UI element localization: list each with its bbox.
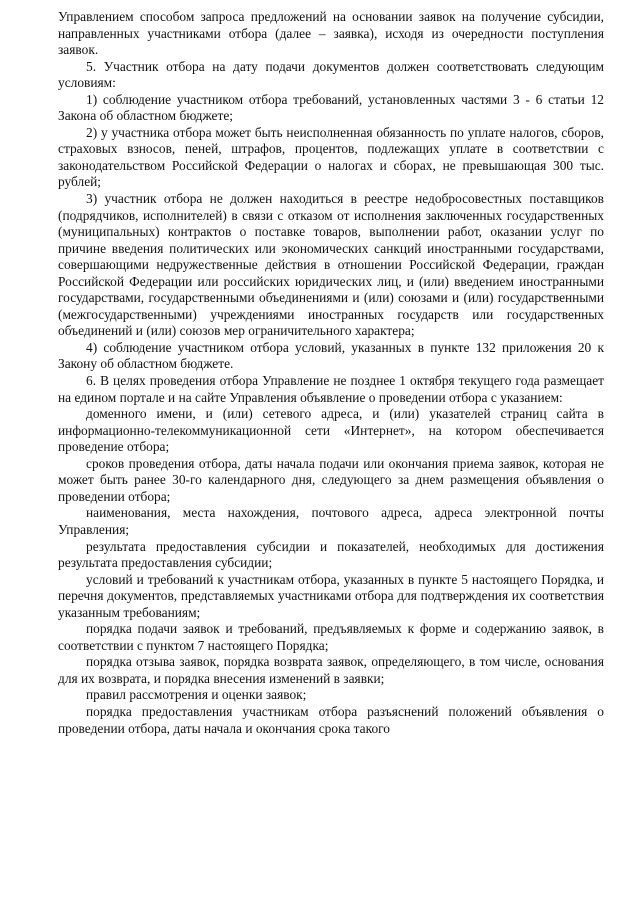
paragraph-continuation: Управлением способом запроса предложений на основании заявок на получение субсидии, направленных участниками отбора (далее – заявка), исходя из очередности поступления заявок. (58, 9, 604, 58)
paragraph-contacts: наименования, места нахождения, почтового адреса, адреса электронной почты Управления; (58, 505, 604, 537)
paragraph-item-6: 6. В целях проведения отбора Управление не позднее 1 октября текущего года размещает на едином портале и на сайте Управления объявление о проведении отбора с указанием: (58, 373, 604, 405)
paragraph-deadlines: сроков проведения отбора, даты начала подачи или окончания приема заявок, которая не может быть ранее 30-го календарного дня, следующего за днем размещения объявления о проведении отбора; (58, 455, 604, 504)
paragraph-review-rules: правил рассмотрения и оценки заявок; (86, 687, 307, 703)
paragraph-domain-name: доменного имени, и (или) сетевого адреса, и (или) указателей страниц сайта в информационно-телекоммуникационной сети «Интернет», на котором обеспечивается проведение отбора; (58, 406, 604, 455)
paragraph-result: результата предоставления субсидии и показателей, необходимых для достижения результата предоставления субсидии; (58, 538, 604, 571)
paragraph-clarifications: порядка предоставления участникам отбора разъяснений положений объявления о проведении отбора, даты начала и окончания срока такого (58, 703, 604, 736)
document-page (58, 9, 604, 737)
paragraph-item-5: 5. Участник отбора на дату подачи документов должен соответствовать следующим условиям: (58, 58, 604, 91)
paragraph-condition-4: 4) соблюдение участником отбора условий, указанных в пункте 132 приложения 20 к Закону об областном бюджете. (58, 339, 604, 372)
paragraph-requirements: условий и требований к участникам отбора, указанных в пункте 5 настоящего Порядка, и перечня документов, представляемых участниками отбора для подтверждения их соответствия указанным требованиям; (58, 571, 604, 620)
paragraph-condition-2: 2) у участника отбора может быть неисполненная обязанность по уплате налогов, сборов, страховых взносов, пеней, штрафов, процентов, подлежащих уплате в соответствии с законодательством Российской Федерации о налогах и сборах, не превышающая 300 тыс. рублей; (58, 124, 604, 190)
paragraph-withdrawal: порядка отзыва заявок, порядка возврата заявок, определяющего, в том числе, основания для их возврата, и порядка внесения изменений в заявки; (58, 654, 604, 686)
paragraph-submission: порядка подачи заявок и требований, предъявляемых к форме и содержанию заявок, в соответствии с пунктом 7 настоящего Порядка; (58, 621, 604, 653)
paragraph-condition-3: 3) участник отбора не должен находиться в реестре недобросовестных поставщиков (подрядчиков, исполнителей) в связи с отказом от исполнения заключенных государственных (муниципальных) контрактов о поставке товаров, выполнении работ, оказании услуг по причине введения политических или экономических санкций иностранными государствами, совершающими недружественные действия в отношении Российской Федерации, граждан Российской Федерации или российских юридических лиц, и (или) введением иностранными государствами, государственными объединениями и (или) союзами и (или) государственными (межгосударственными) учреждениями иностранных государств или государственных объединений и (или) союзов мер ограничительного характера; (58, 191, 604, 339)
paragraph-condition-1: 1) соблюдение участником отбора требований, установленных частями 3 - 6 статьи 12 Закона об областном бюджете; (58, 91, 604, 124)
